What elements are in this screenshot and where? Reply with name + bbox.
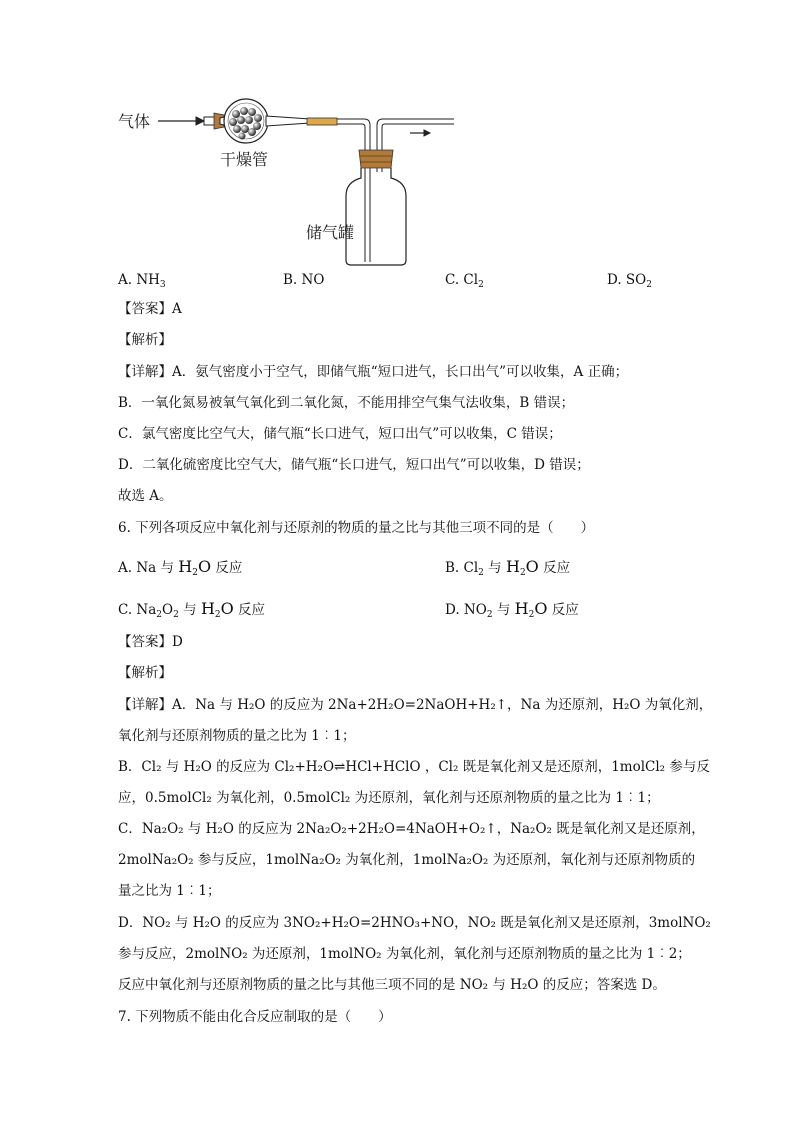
q5-detail-line: D．二氧化硫密度比空气大，储气瓶“长口进气，短口出气”可以收集，D 错误； — [118, 457, 590, 473]
apparatus-drawing — [114, 92, 464, 270]
q5-option-c: C. $Cl_2$ — [445, 272, 484, 290]
q6-stem: 6. 下列各项反应中氧化剂与还原剂的物质的量之比与其他三项不同的是（ ） — [118, 520, 595, 536]
q6-detail-line: 2molNa₂O₂ 参与反应，1molNa₂O₂ 为氧化剂，1molNa₂O₂ 为还原剂，氧化剂与还原剂物质的 — [118, 852, 696, 868]
q6-detail-line: 应，0.5molCl₂ 为氧化剂，0.5molCl₂ 为还原剂，氧化剂与还原剂物质的量之比为 1︰1； — [118, 790, 660, 806]
drying-tube-label: 干燥管 — [220, 150, 269, 169]
q5-option-a: A. $NH_3$ — [118, 272, 166, 290]
rubber-connector — [307, 118, 337, 125]
q6-detail-line: C．Na₂O₂ 与 H₂O 的反应为 2Na₂O₂+2H₂O=4NaOH+O₂↑，Na₂O₂ 既是氧化剂又是还原剂， — [118, 821, 705, 837]
q6-detail-line: 参与反应，2molNO₂ 为还原剂，1molNO₂ 为氧化剂，氧化剂与还原剂物质的量之比为 1︰2； — [118, 946, 691, 962]
q6-answer: 【答案】D — [118, 634, 183, 650]
gas-label: 气体 — [118, 112, 151, 131]
q6-detail-line: D．NO₂ 与 H₂O 的反应为 3NO₂+H₂O=2HNO₃+NO，NO₂ 既是氧化剂又是还原剂，3molNO₂ — [118, 915, 711, 931]
q6-detail-line: 氧化剂与还原剂物质的量之比为 1︰1； — [118, 728, 356, 744]
outlet-arrow — [410, 130, 430, 136]
q5-detail-line: 【详解】A．氨气密度小于空气，即储气瓶“短口进气，长口出气”可以收集，A 正确； — [118, 364, 629, 380]
q6-option-a: A. Na 与 $H_2O$ 反应 — [118, 557, 243, 578]
q5-answer: 【答案】A — [118, 301, 182, 317]
q5-detail-line: 故选 A。 — [118, 488, 173, 504]
q6-detail-line: B．Cl₂ 与 H₂O 的反应为 Cl₂+H₂O⇌HCl+HClO ，Cl₂ 既是氧化剂又是还原剂，1molCl₂ 参与反 — [118, 759, 710, 775]
apparatus-diagram — [114, 92, 464, 270]
q6-detail-line: 量之比为 1︰1； — [118, 883, 221, 899]
q6-option-d: D. $NO_2$ 与 $H_2O$ 反应 — [445, 599, 579, 620]
q5-analysis-heading: 【解析】 — [118, 332, 172, 348]
q5-option-b: B. NO — [283, 272, 325, 288]
q6-option-b: B. $Cl_2$ 与 $H_2O$ 反应 — [445, 557, 571, 578]
bottle-stopper — [359, 150, 393, 168]
q6-analysis-heading: 【解析】 — [118, 665, 172, 681]
q5-detail-line: B．一氧化氮易被氧气氧化到二氧化氮，不能用排空气集气法收集，B 错误； — [118, 395, 575, 411]
q7-stem: 7. 下列物质不能由化合反应制取的是（ ） — [118, 1009, 392, 1025]
q6-detail-line: 反应中氧化剂与还原剂物质的量之比与其他三项不同的是 NO₂ 与 H₂O 的反应；答案选 D。 — [118, 977, 666, 993]
inlet-arrow — [158, 117, 204, 125]
q5-detail-line: C．氯气密度比空气大，储气瓶“长口进气，短口出气”可以收集，C 错误； — [118, 426, 562, 442]
storage-tank-label: 储气罐 — [306, 223, 355, 242]
q5-option-d: D. $SO_2$ — [607, 272, 652, 290]
q6-option-c: C. $Na_2O_2$ 与 $H_2O$ 反应 — [118, 599, 266, 620]
q6-detail-line: 【详解】A．Na 与 H₂O 的反应为 2Na+2H₂O=2NaOH+H₂↑，Na 为还原剂，H₂O 为氧化剂， — [118, 697, 713, 713]
gas-storage-bottle — [346, 168, 406, 265]
